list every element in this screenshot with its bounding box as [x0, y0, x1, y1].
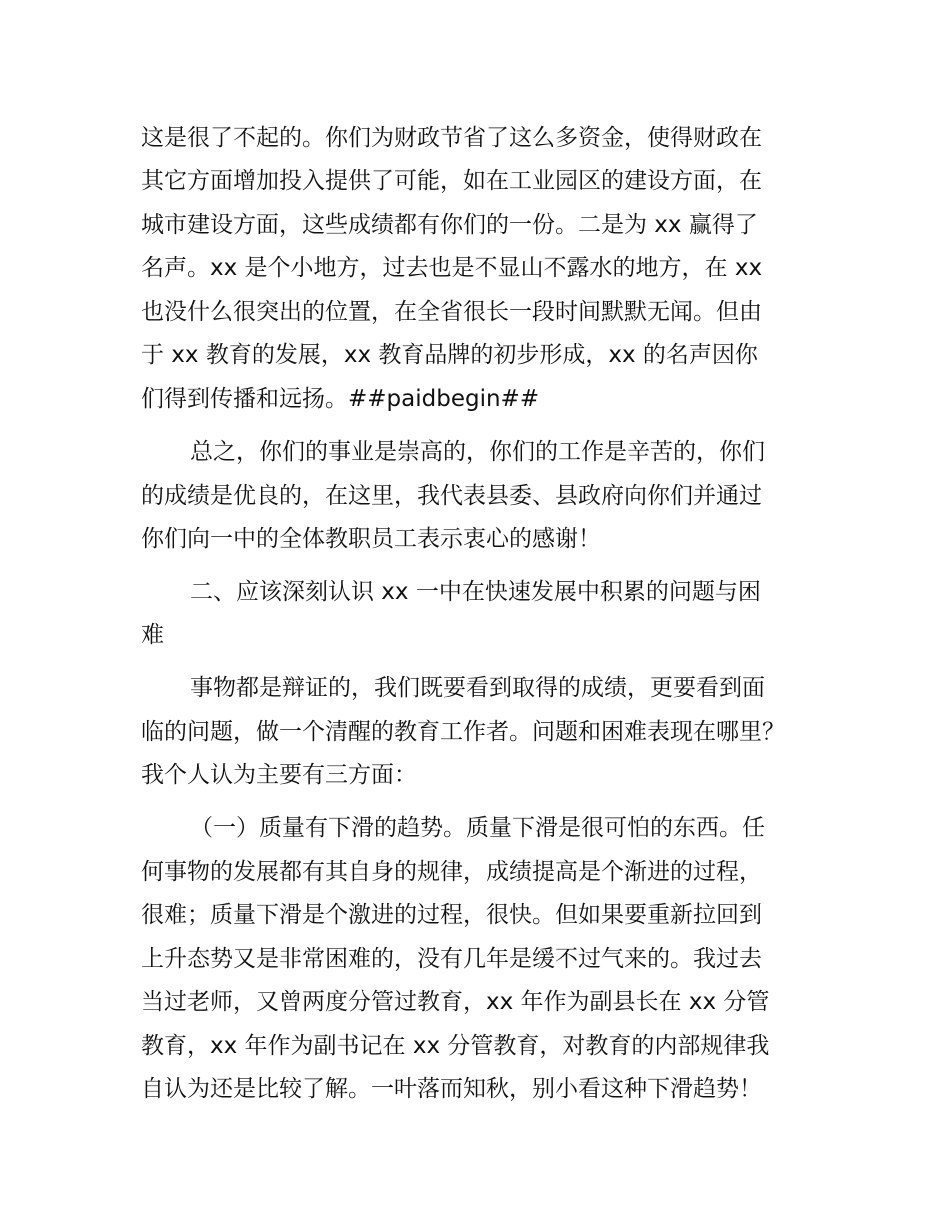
text-line: 们得到传播和远扬。##paidbegin##	[141, 386, 540, 412]
text-line: 自认为还是比较了解。一叶落而知秋，别小看这种下滑趋势！	[141, 1076, 762, 1102]
text-line: 这是很了不起的。你们为财政节省了这么多资金，使得财政在	[141, 125, 762, 151]
text-line: 你们向一中的全体教职员工表示衷心的感谢！	[141, 526, 601, 552]
text-line: 临的问题，做一个清醒的教育工作者。问题和困难表现在哪里？	[141, 719, 785, 745]
text-line: 的成绩是优良的，在这里，我代表县委、县政府向你们并通过	[141, 483, 762, 509]
text-line: 何事物的发展都有其自身的规律，成绩提高是个渐进的过程，	[141, 859, 762, 885]
text-line: 当过老师，又曾两度分管过教育，xx 年作为副县长在 xx 分管	[141, 989, 770, 1015]
text-line: 教育，xx 年作为副书记在 xx 分管教育，对教育的内部规律我	[141, 1033, 770, 1059]
text-line: （一）质量有下滑的趋势。质量下滑是很可怕的东西。任	[190, 815, 765, 841]
text-line: 事物都是辩证的，我们既要看到取得的成绩，更要看到面	[190, 675, 765, 701]
text-line: 也没什么很突出的位置，在全省很长一段时间默默无闻。但由	[141, 299, 762, 325]
text-line: 我个人认为主要有三方面：	[141, 762, 417, 788]
text-line: 于 xx 教育的发展，xx 教育品牌的初步形成，xx 的名声因你	[141, 342, 758, 368]
section-heading: 难	[141, 622, 164, 648]
section-heading: 二、应该深刻认识 xx 一中在快速发展中积累的问题与困	[190, 579, 761, 605]
text-line: 城市建设方面，这些成绩都有你们的一份。二是为 xx 赢得了	[141, 212, 758, 238]
text-line: 上升态势又是非常困难的，没有几年是缓不过气来的。我过去	[141, 946, 762, 972]
text-line: 名声。xx 是个小地方，过去也是不显山不露水的地方，在 xx	[141, 255, 763, 281]
text-line: 很难；质量下滑是个激进的过程，很快。但如果要重新拉回到	[141, 902, 762, 928]
text-line: 总之，你们的事业是崇高的，你们的工作是辛苦的，你们	[190, 439, 765, 465]
text-line: 其它方面增加投入提供了可能，如在工业园区的建设方面，在	[141, 168, 762, 194]
